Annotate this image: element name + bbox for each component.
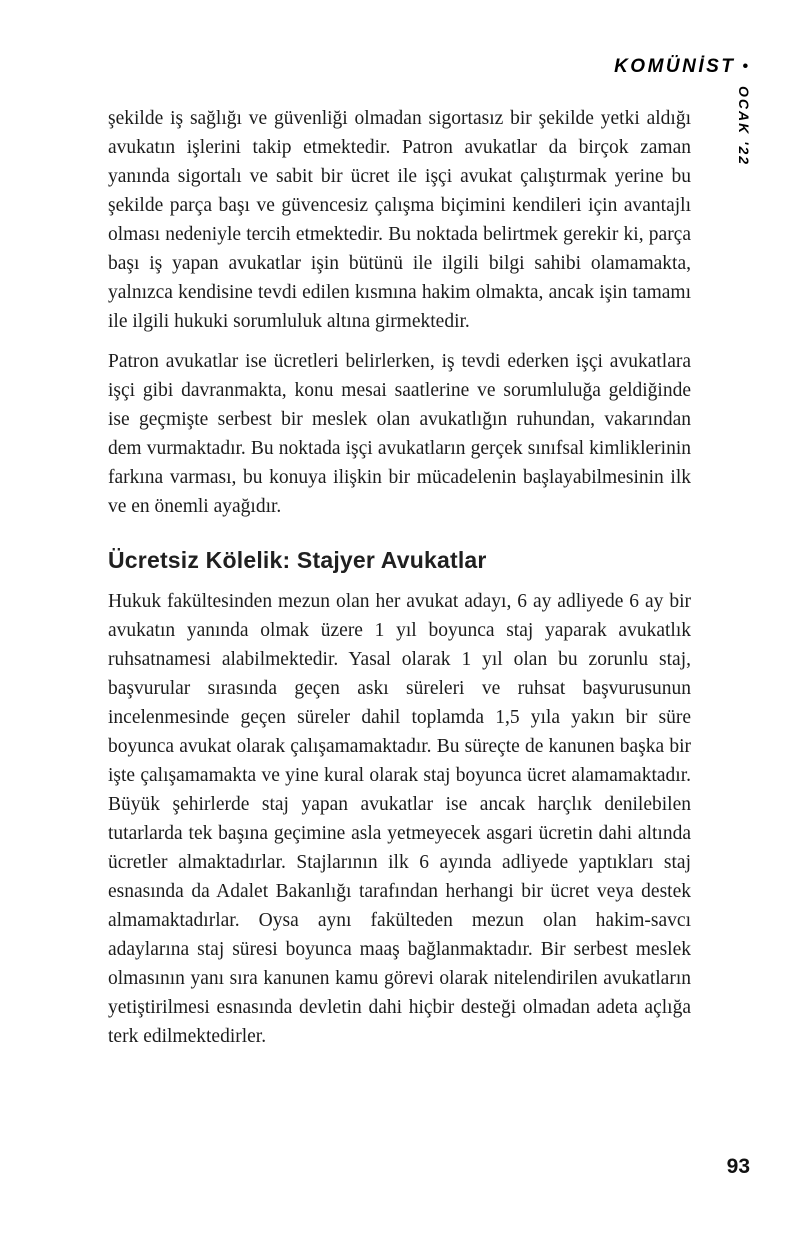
masthead-bullet: •	[742, 58, 748, 75]
paragraph: Hukuk fakültesinden mezun olan her avukat adayı, 6 ay adliyede 6 ay bir avukatın yanında olmak üzere 1 yıl boyunca staj yaparak avukatlık ruhsatnamesi alabilmektedir. Yasal olarak 1 yıl olan bu zorunlu staj, başvurular sırasında geçen askı süreleri ve ruhsat başvurusunun incelenmesinde geçen süreler dahil toplamda 1,5 yıla yakın bir süre boyunca avukat olarak çalışamamaktadır. Bu süreçte de kanunen başka bir işte çalışamamakta ve yine kural olarak staj boyunca ücret alamamaktadır. Büyük şehirlerde staj yapan avukatlar ise ancak harçlık denilebilen tutarlarda tek başına geçimine asla yetmeyecek asgari ücretin dahi altında ücretler almaktadırlar. Stajlarının ilk 6 ayında adliyede yaptıkları staj esnasında da Adalet Bakanlığı tarafından herhangi bir ücret veya destek almamaktadırlar. Oysa aynı fakülteden mezun olan hakim-savcı adaylarına staj süresi boyunca maaş bağlanmaktadır. Bir serbest meslek olmasının yanı sıra kanunen kamu görevi olarak nitelendirilen avukatların yetiştirilmesi esnasında devletin dahi hiçbir desteği olmadan adeta açlığa terk edilmektedirler.	[108, 591, 691, 1047]
magazine-masthead	[614, 56, 748, 78]
paragraph: şekilde iş sağlığı ve güvenliği olmadan sigortasız bir şekilde yetki aldığı avukatın işlerini takip etmektedir. Patron avukatlar da birçok zaman yanında sigortalı ve sabit bir ücret ile işçi avukat çalıştırmak yerine bu şekilde parça başı ve güvencesiz çalışma biçimini kendileri için avantajlı olması nedeniyle tercih etmektedir. Bu noktada belirtmek gerekir ki, parça başı iş yapan avukatlar işin bütünü ile ilgili bilgi sahibi olamamakta, yalnızca kendisine tevdi edilen kısmına hakim olmakta, ancak işin tamamı ile ilgili hukuki sorumluluk altına girmektedir.	[108, 108, 691, 332]
paragraph: Patron avukatlar ise ücretleri belirlerken, iş tevdi ederken işçi avukatlara işçi gibi davranmakta, konu mesai saatlerine ve sorumluluğa geldiğinde ise geçmişte serbest bir meslek olan avukatlığın ruhundan, vakarından dem vurmaktadır. Bu noktada işçi avukatların gerçek sınıfsal kimliklerinin farkına varması, bu konuya ilişkin bir mücadelenin başlayabilmesinin ilk ve en önemli ayağıdır.	[108, 351, 691, 517]
section-heading: Ücretsiz Kölelik: Stajyer Avukatlar	[108, 547, 487, 573]
issue-label: OCAK '22	[736, 86, 752, 167]
magazine-title: KOMÜNİST	[614, 56, 736, 77]
page-number: 93	[726, 1155, 750, 1178]
article-body	[108, 104, 691, 1062]
